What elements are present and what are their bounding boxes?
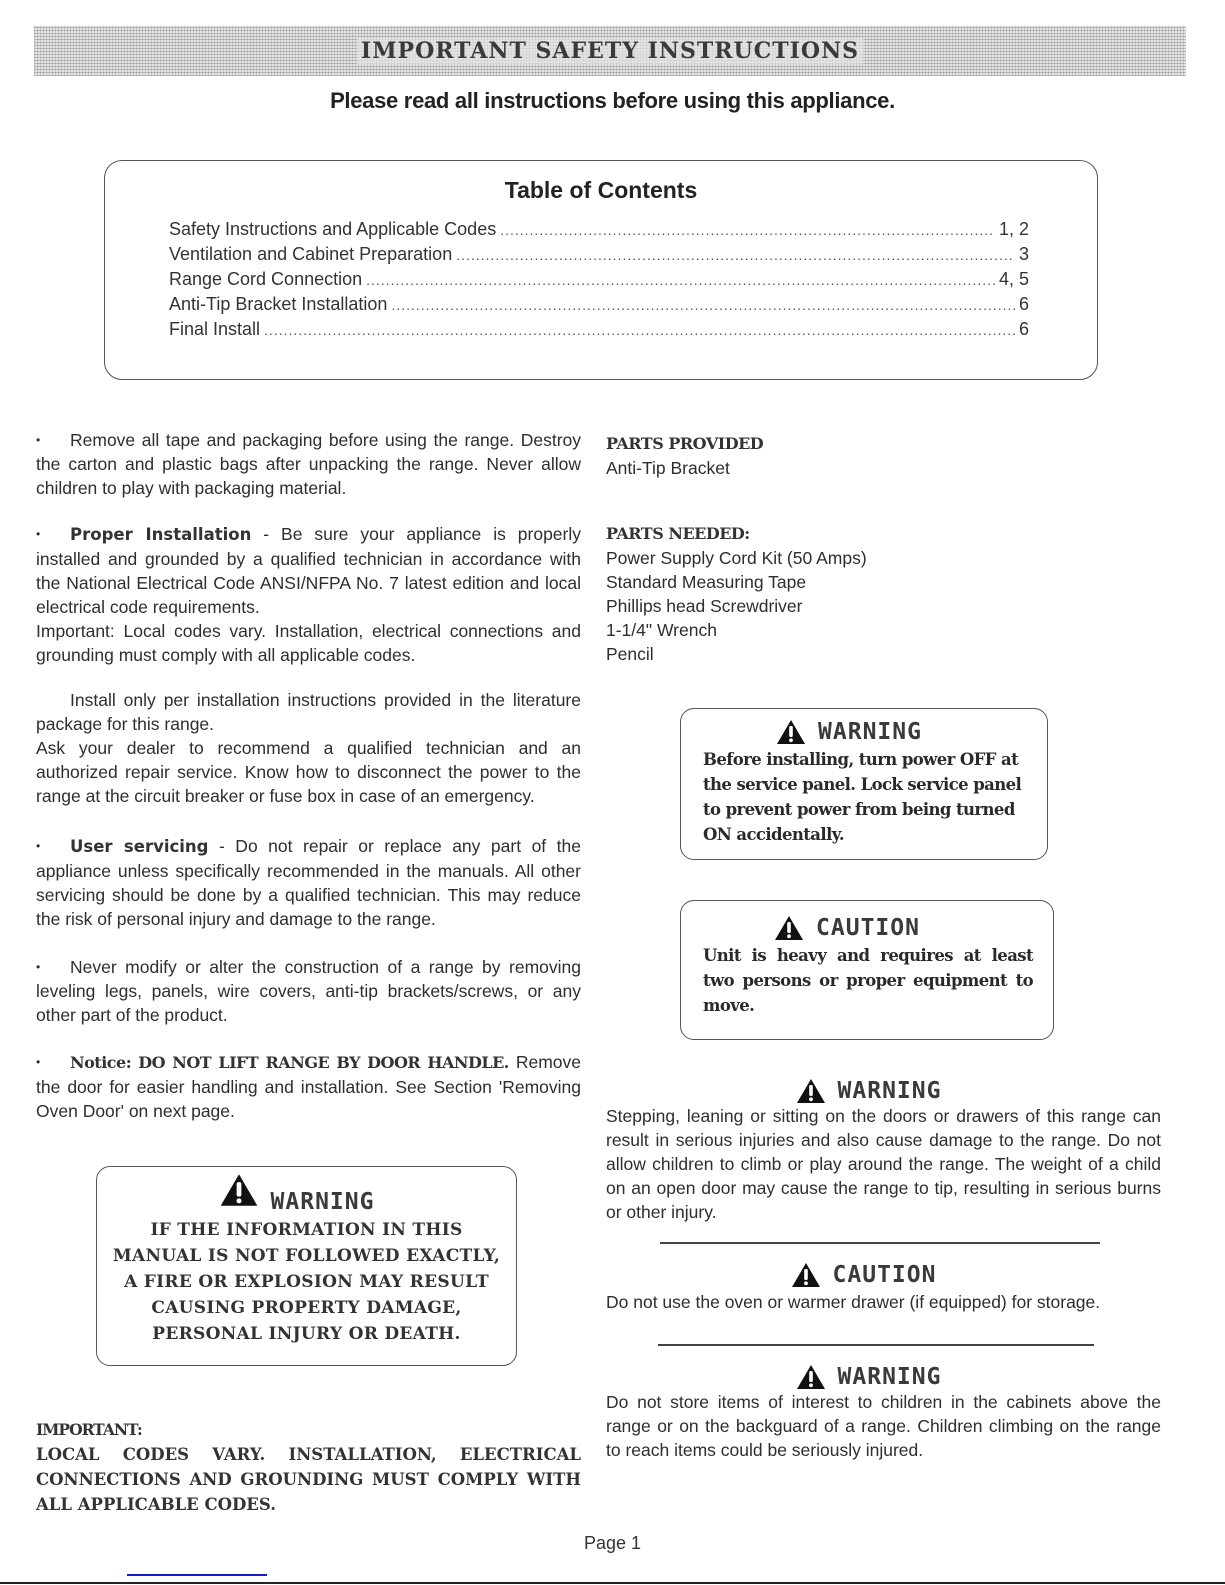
page-number: Page 1 bbox=[583, 1533, 642, 1553]
warning-triangle-icon bbox=[219, 1173, 259, 1207]
parts-needed-item: Standard Measuring Tape bbox=[606, 572, 807, 592]
parts-needed-section bbox=[606, 522, 1161, 666]
install-literature-paragraph bbox=[36, 688, 581, 736]
caution-word: CAUTION bbox=[832, 1262, 937, 1288]
toc-item-label: Final Install bbox=[169, 319, 261, 339]
packaging-text: Remove all tape and packaging before using the range. Destroy the carton and plastic bags after unpacking the range. Never allow children to play with packaging material. bbox=[36, 430, 581, 498]
important-text: LOCAL CODES VARY. INSTALLATION, ELECTRICAL CONNECTIONS AND GROUNDING MUST COMPLY WITH ALL APPLICABLE CODES. bbox=[36, 1445, 581, 1514]
toc-item-label: Ventilation and Cabinet Preparation bbox=[169, 244, 453, 264]
toc-item-pages: 6 bbox=[1018, 319, 1029, 339]
heavy-unit-caution-box bbox=[680, 900, 1054, 1040]
never-modify-section bbox=[36, 955, 581, 1027]
parts-provided-section bbox=[606, 432, 1161, 480]
bullet-icon: • bbox=[36, 960, 41, 974]
warning-triangle-icon bbox=[791, 1262, 821, 1288]
toc-item-pages: 3 bbox=[1018, 244, 1029, 264]
toc-leader bbox=[264, 322, 1015, 338]
toc-leader bbox=[391, 297, 1015, 313]
header-banner bbox=[34, 26, 1186, 76]
left-column bbox=[36, 428, 581, 500]
toc-item-pages: 6 bbox=[1018, 294, 1029, 314]
parts-needed-item: Power Supply Cord Kit (50 Amps) bbox=[606, 548, 867, 568]
toc-item-label: Anti-Tip Bracket Installation bbox=[169, 294, 388, 314]
toc-item[interactable] bbox=[169, 244, 1029, 269]
toc-item-pages: 1, 2 bbox=[998, 219, 1029, 239]
dealer-paragraph: Ask your dealer to recommend a qualified technician and an authorized repair service. Know how to disconnect the power to the range at the circuit breaker or fuse box in case of an emergency. bbox=[36, 738, 581, 806]
warning-header bbox=[576, 1364, 1161, 1390]
storage-caution bbox=[606, 1262, 1161, 1314]
local-codes-note: Important: Local codes vary. Installation, electrical connections and grounding must comply with all applicable codes. bbox=[36, 621, 581, 665]
warning-word: WARNING bbox=[837, 1078, 942, 1104]
bullet-icon: • bbox=[36, 527, 41, 541]
subtitle: Please read all instructions before using this appliance. bbox=[330, 88, 895, 113]
toc-list bbox=[169, 219, 1029, 344]
fire-explosion-warning-box bbox=[96, 1166, 517, 1366]
warning-word: WARNING bbox=[818, 719, 922, 745]
toc-item[interactable] bbox=[169, 319, 1029, 344]
bullet-icon: • bbox=[36, 433, 41, 447]
divider bbox=[660, 1242, 1100, 1244]
notice-text: Remove the door for easier handling and installation. See Section 'Removing Oven Door' on next page. bbox=[36, 1052, 581, 1121]
warning-header bbox=[576, 1078, 1161, 1104]
never-modify-text: Never modify or alter the construction of a range by removing leveling legs, panels, wire covers, anti-tip brackets/screws, or any other part of the product. bbox=[36, 957, 581, 1025]
toc-leader bbox=[366, 272, 995, 288]
toc-title: Table of Contents bbox=[504, 177, 698, 203]
warning-message: Stepping, leaning or sitting on the doors or drawers of this range can result in serious injuries and also cause damage to the range. Do not allow children to climb or play around the range. The weight of a child on an open door may cause the range to tip, resulting in serious burns or other injury. bbox=[606, 1106, 1161, 1222]
important-codes bbox=[36, 1418, 581, 1517]
packaging-paragraph bbox=[36, 428, 581, 500]
warning-line: IF THE INFORMATION IN THIS bbox=[150, 1220, 463, 1240]
user-servicing-text: - Do not repair or replace any part of the appliance unless specifically recommended in the manuals. All other servicing should be done by a qualified technician. This may reduce the risk of personal injury and damage to the range. bbox=[36, 836, 581, 929]
install-literature-text: Install only per installation instructions provided in the literature package for this range. bbox=[36, 690, 581, 734]
warning-line: A FIRE OR EXPLOSION MAY RESULT bbox=[124, 1272, 489, 1292]
warning-triangle-icon bbox=[776, 719, 806, 745]
parts-needed-item: 1-1/4" Wrench bbox=[606, 620, 717, 640]
warning-triangle-icon bbox=[796, 1364, 826, 1390]
caution-message: Do not use the oven or warmer drawer (if equipped) for storage. bbox=[606, 1292, 1101, 1312]
warning-message: Before installing, turn power OFF at the service panel. Lock service panel to prevent power from being turned ON accidentally. bbox=[703, 750, 1022, 844]
warning-message bbox=[97, 1217, 516, 1347]
table-of-contents bbox=[104, 160, 1098, 380]
proper-installation-paragraph bbox=[36, 522, 581, 619]
never-modify-paragraph bbox=[36, 955, 581, 1027]
warning-line: CAUSING PROPERTY DAMAGE, bbox=[151, 1298, 462, 1318]
toc-item-pages: 4, 5 bbox=[998, 269, 1029, 289]
important-label: IMPORTANT: bbox=[36, 1420, 142, 1439]
warning-line: MANUAL IS NOT FOLLOWED EXACTLY, bbox=[112, 1246, 501, 1266]
tip-over-warning bbox=[606, 1078, 1161, 1224]
notice-paragraph bbox=[36, 1050, 581, 1123]
power-off-warning-box bbox=[680, 708, 1048, 860]
warning-header bbox=[651, 719, 1047, 745]
warning-word: WARNING bbox=[270, 1189, 375, 1215]
toc-item[interactable] bbox=[169, 269, 1029, 294]
warning-line: PERSONAL INJURY OR DEATH. bbox=[152, 1324, 461, 1344]
parts-provided-heading: PARTS PROVIDED bbox=[606, 434, 764, 453]
warning-triangle-icon bbox=[796, 1078, 826, 1104]
warning-header bbox=[77, 1175, 516, 1215]
proper-installation-heading: Proper Installation bbox=[70, 525, 252, 544]
toc-item[interactable] bbox=[169, 294, 1029, 319]
caution-header bbox=[566, 1262, 1161, 1288]
warning-message: Do not store items of interest to children in the cabinets above the range or on the backguard of a range. Children climbing on the range to reach items could be seriously injured. bbox=[606, 1392, 1161, 1460]
bullet-icon: • bbox=[36, 1055, 41, 1069]
cabinet-storage-warning bbox=[606, 1364, 1161, 1462]
toc-item-label: Range Cord Connection bbox=[169, 269, 363, 289]
caution-message: Unit is heavy and requires at least two persons or proper equipment to move. bbox=[703, 946, 1033, 1015]
user-servicing-heading: User servicing bbox=[70, 837, 209, 856]
parts-needed-item: Phillips head Screwdriver bbox=[606, 596, 803, 616]
user-servicing-section bbox=[36, 834, 581, 931]
proper-installation-text: - Be sure your appliance is properly installed and grounded by a qualified technician in accordance with the National Electrical Code ANSI/NFPA No. 7 latest edition and local electrical code requirements. bbox=[36, 524, 581, 617]
toc-item[interactable] bbox=[169, 219, 1029, 244]
install-literature-section bbox=[36, 688, 581, 808]
divider bbox=[658, 1344, 1094, 1346]
proper-installation-section bbox=[36, 522, 581, 667]
notice-heading: Notice: DO NOT LIFT RANGE BY DOOR HANDLE. bbox=[70, 1053, 509, 1072]
user-servicing-paragraph bbox=[36, 834, 581, 931]
parts-needed-heading: PARTS NEEDED: bbox=[606, 524, 750, 543]
notice-section bbox=[36, 1050, 581, 1123]
warning-word: WARNING bbox=[837, 1364, 942, 1390]
toc-leader bbox=[500, 222, 995, 238]
toc-leader bbox=[456, 247, 1015, 263]
banner-title: IMPORTANT SAFETY INSTRUCTIONS bbox=[357, 38, 863, 64]
caution-header bbox=[641, 915, 1053, 941]
parts-provided-item: Anti-Tip Bracket bbox=[606, 458, 730, 478]
warning-triangle-icon bbox=[774, 915, 804, 941]
footer-link-underline bbox=[127, 1574, 267, 1576]
parts-needed-item: Pencil bbox=[606, 644, 654, 664]
bullet-icon: • bbox=[36, 839, 41, 853]
toc-item-label: Safety Instructions and Applicable Codes bbox=[169, 219, 497, 239]
caution-word: CAUTION bbox=[816, 915, 920, 941]
bottom-rule bbox=[0, 1582, 1225, 1584]
